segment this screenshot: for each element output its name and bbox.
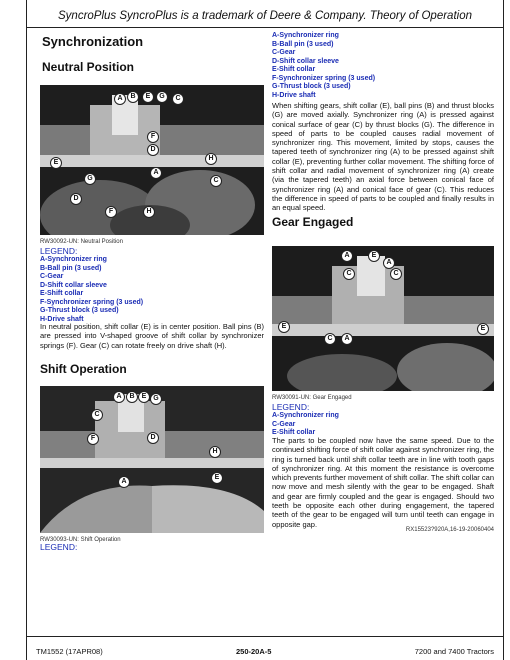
callout-label: E [211, 472, 223, 484]
legend-item: A-Synchronizer ring [40, 256, 107, 263]
reference-id: RX15523?920A,16-19-20060404 [405, 527, 494, 533]
callout-label: G [156, 91, 168, 103]
callout-label: B [126, 391, 138, 403]
legend-title: LEGEND: [40, 542, 78, 552]
callout-label: C [91, 409, 103, 421]
callout-label: D [147, 432, 159, 444]
legend-item: D-Shift collar sleeve [40, 281, 107, 289]
heading-gear-engaged: Gear Engaged [272, 215, 354, 229]
heading-synchronization: Synchronization [42, 34, 144, 49]
callout-label: F [87, 433, 99, 445]
legend-item: A-Synchronizer ring [272, 412, 339, 419]
heading-shift-operation: Shift Operation [40, 362, 127, 376]
legend-item: E-Shift collar [40, 290, 84, 297]
legend-title: LEGEND: [272, 402, 310, 412]
legend-item: B-Ball pin (3 used) [272, 40, 334, 48]
legend-item: G-Thrust block (3 used) [40, 307, 119, 314]
callout-label: H [209, 446, 221, 458]
footer-page-number: 250-20A-5 [236, 647, 272, 656]
callout-label: C [172, 93, 184, 105]
callout-label: F [105, 206, 117, 218]
page-header: SyncroPlus SyncroPlus is a trademark of Deere & Company. Theory of Operation [26, 4, 504, 28]
callout-label: D [70, 193, 82, 205]
legend-item: D-Shift collar sleeve [272, 57, 339, 65]
callout-label: E [138, 391, 150, 403]
callout-label: A [383, 257, 395, 269]
page-footer [26, 636, 504, 660]
callout-label: D [147, 144, 159, 156]
caption-neutral: RW30092-UN: Neutral Position [40, 239, 123, 245]
legend-neutral [40, 246, 264, 324]
callout-label: B [127, 91, 139, 103]
callout-label: A [113, 391, 125, 403]
shift-operation-diagram [40, 386, 264, 533]
heading-neutral-position: Neutral Position [42, 60, 135, 74]
legend-item: F-Synchronizer spring (3 used) [40, 298, 144, 306]
callout-label: H [205, 153, 217, 165]
callout-label: E [278, 321, 290, 333]
callout-label: G [150, 393, 162, 405]
legend-shift-operation [40, 542, 77, 552]
legend-item: B-Ball pin (3 used) [40, 264, 102, 272]
callout-label: E [477, 323, 489, 335]
caption-shift-operation: RW30093-UN: Shift Operation [40, 537, 121, 543]
paragraph-neutral: In neutral position, shift collar (E) is in center position. Ball pins (B) are pressed into V-shaped groove of shift collar by synchronizer springs (F). Gear (C) can rotate freely on drive shaft (H). [40, 322, 264, 350]
callout-label: G [84, 173, 96, 185]
callout-label: C [324, 333, 336, 345]
legend-item: F-Synchronizer spring (3 used) [272, 74, 376, 82]
callout-label: F [147, 131, 159, 143]
callout-label: A [118, 476, 130, 488]
legend-title: LEGEND: [40, 246, 78, 256]
callout-label: A [114, 93, 126, 105]
legend-item: A-Synchronizer ring [272, 32, 339, 39]
callout-label: A [341, 333, 353, 345]
caption-gear-engaged: RW30091-UN: Gear Engaged [272, 395, 352, 401]
legend-item: C-Gear [272, 49, 296, 56]
legend-item: H-Drive shaft [40, 315, 84, 323]
footer-doc-id: TM1552 (17APR08) [36, 647, 103, 656]
paragraph-shifting: When shifting gears, shift collar (E), ball pins (B) and thrust blocks (G) are moved axially. Synchronizer ring (A) is pressed against conical surface of gear (C) by thrust blocks (G). The difference in speed of parts to be coupled causes radial movement of synchronizer ring. This movement, limited by stops, causes the tapered teeth of synchronizer ring (A) to be pressed against shift collar (E), preventing further collar movement. The shifting force of shift collar and radial movement of synchronizer ring (A) create (via the tapered teeth) an axial force between conical face of synchronizer ring (A) and conical face of gear (C). This reduces the difference in speed of parts to be coupled and finally results in an equal speed. [272, 101, 494, 213]
legend-item: E-Shift collar [272, 429, 316, 436]
footer-model: 7200 and 7400 Tractors [414, 647, 494, 656]
gear-engaged-diagram [272, 246, 494, 391]
legend-item: G-Thrust block (3 used) [272, 83, 351, 90]
legend-item: H-Drive shaft [272, 91, 316, 99]
legend-gear-engaged [272, 402, 492, 438]
callout-label: A [150, 167, 162, 179]
callout-label: H [143, 206, 155, 218]
legend-item: C-Gear [40, 273, 64, 280]
legend-item: C-Gear [272, 420, 296, 428]
callout-label: E [50, 157, 62, 169]
callout-label: E [368, 250, 380, 262]
callout-label: C [343, 268, 355, 280]
callout-label: C [210, 175, 222, 187]
callout-label: C [390, 268, 402, 280]
legend-top [272, 32, 492, 100]
legend-item: E-Shift collar [272, 66, 316, 73]
callout-label: A [341, 250, 353, 262]
paragraph-gear-engaged: The parts to be coupled now have the same speed. Due to the continued shifting force of shift collar against synchronizer ring, the ring is turned back until shift collar teeth are in line with tooth gaps of synchronizer ring. At this moment the resistance is overcome which prevents further movement of shift collar. The shift collar can now move and mesh silently with the gear to be engaged. Shaft and gear are firmly coupled and the gear is engaged. Should two teeth be opposite each other during engagement, the tapered teeth of the gear to be engaged will turn until teeth can engage in opposite gap. [272, 436, 494, 529]
callout-label: E [142, 91, 154, 103]
